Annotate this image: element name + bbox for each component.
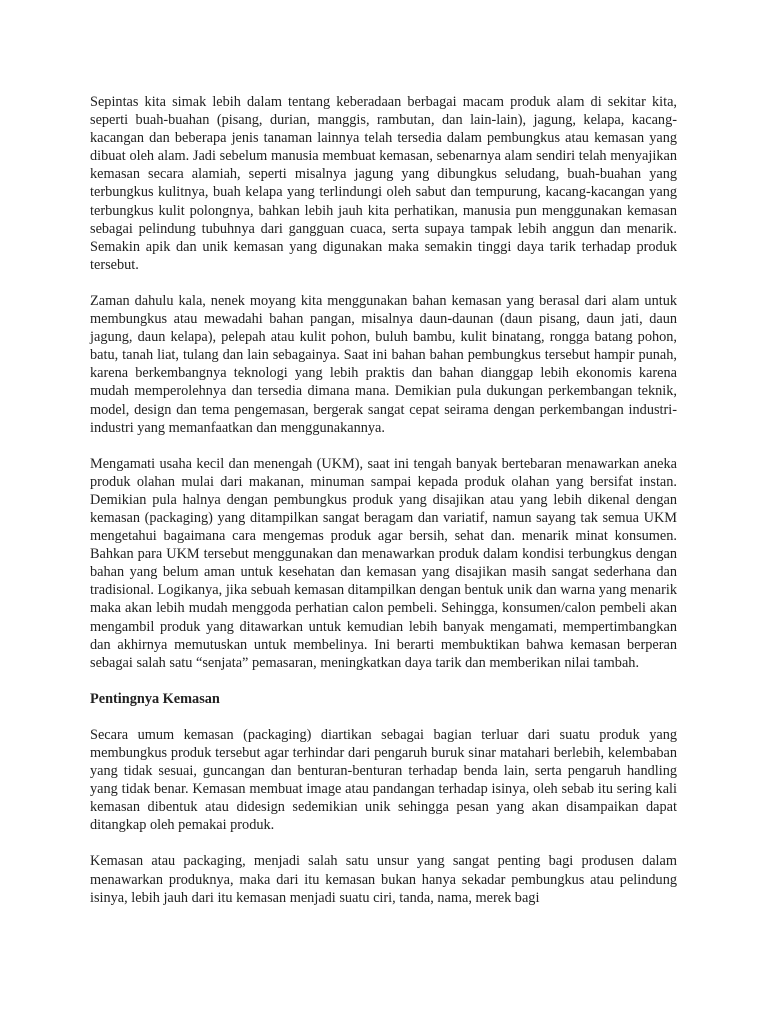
section-heading: Pentingnya Kemasan [90, 690, 220, 707]
paragraph-5: Kemasan atau packaging, menjadi salah satu unsur yang sangat penting bagi produsen dalam menawarkan produknya, maka dari itu kemasan bukan hanya sekadar pembungkus atau pelindung isinya, lebih jauh dari itu kemasan menjadi suatu ciri, tanda, nama, merek bagi [90, 853, 677, 906]
paragraph-1: Sepintas kita simak lebih dalam tentang keberadaan berbagai macam produk alam di sekitar kita, seperti buah-buahan (pisang, durian, manggis, rambutan, dan lain-lain), jagung, kelapa, kacang-kacangan dan beberapa jenis tanaman lainnya telah tersedia dalam pembungkus atau kemasan yang dibuat oleh alam. Jadi sebelum manusia membuat kemasan, sebenarnya alam sendiri telah menyajikan kemasan secara alamiah, seperti misalnya jagung yang dibungkus seludang, buah-buahan yang terbungkus kulitnya, buah kelapa yang terlindungi oleh sabut dan tempurung, kacang-kacangan yang terbungkus kulit polongnya, bahkan lebih jauh kita perhatikan, manusia pun menggunakan kemasan sebagai pelindung tubuhnya dari gangguan cuaca, serta supaya tampak lebih anggun dan menarik. Semakin apik dan unik kemasan yang digunakan maka semakin tinggi daya tarik terhadap produk tersebut. [90, 94, 677, 273]
paragraph-3: Mengamati usaha kecil dan menengah (UKM), saat ini tengah banyak bertebaran menawarkan aneka produk olahan mulai dari makanan, minuman sampai kepada produk olahan yang bersifat instan. Demikian pula halnya dengan pembungkus produk yang disajikan atau yang lebih dikenal dengan kemasan (packaging) yang ditampilkan sangat beragam dan variatif, namun sayang tak semua UKM mengetahui bagaimana cara mengemas produk agar bersih, sehat dan. menarik minat konsumen. Bahkan para UKM tersebut menggunakan dan menawarkan produk dalam kondisi terbungkus dengan bahan yang belum aman untuk kesehatan dan kemasan yang disajikan masih sangat sederhana dan tradisional. Logikanya, jika sebuah kemasan ditampilkan dengan bentuk unik dan warna yang menarik maka akan lebih mudah menggoda perhatian calon pembeli. Sehingga, konsumen/calon pembeli akan mengambil produk yang ditawarkan untuk kemudian lebih banyak mengamati, mempertimbangkan dan akhirnya memutuskan untuk membelinya. Ini berarti membuktikan bahwa kemasan berperan sebagai salah satu “senjata” pemasaran, meningkatkan daya tarik dan memberikan nilai tambah. [90, 455, 677, 671]
paragraph-2: Zaman dahulu kala, nenek moyang kita menggunakan bahan kemasan yang berasal dari alam untuk membungkus atau mewadahi bahan pangan, misalnya daun-daunan (daun pisang, daun jati, daun jagung, daun kelapa), pelepah atau kulit pohon, buluh bambu, kulit binatang, rongga batang pohon, batu, tanah liat, tulang dan lain sebagainya. Saat ini bahan bahan pembungkus tersebut hampir punah, karena berkembangnya teknologi yang lebih praktis dan bahan dianggap lebih ekonomis karena mudah memperolehnya dan tersedia dimana mana. Demikian pula dukungan perkembangan teknik, model, design dan tema pengemasan, bergerak sangat cepat seirama dengan perkembangan industri-industri yang memanfaatkan dan menggunakannya. [90, 292, 677, 436]
paragraph-4: Secara umum kemasan (packaging) diartikan sebagai bagian terluar dari suatu produk yang membungkus produk tersebut agar terhindar dari pengaruh buruk sinar matahari berlebih, kelembaban yang tidak sesuai, guncangan dan benturan-benturan terhadap benda lain, serta pengaruh handling yang tidak benar. Kemasan membuat image atau pandangan terhadap isinya, oleh sebab itu sering kali kemasan dibentuk atau didesign sedemikian unik sehingga pesan yang akan disampaikan dapat ditangkap oleh pemakai produk. [90, 726, 677, 834]
document-page [90, 93, 677, 925]
